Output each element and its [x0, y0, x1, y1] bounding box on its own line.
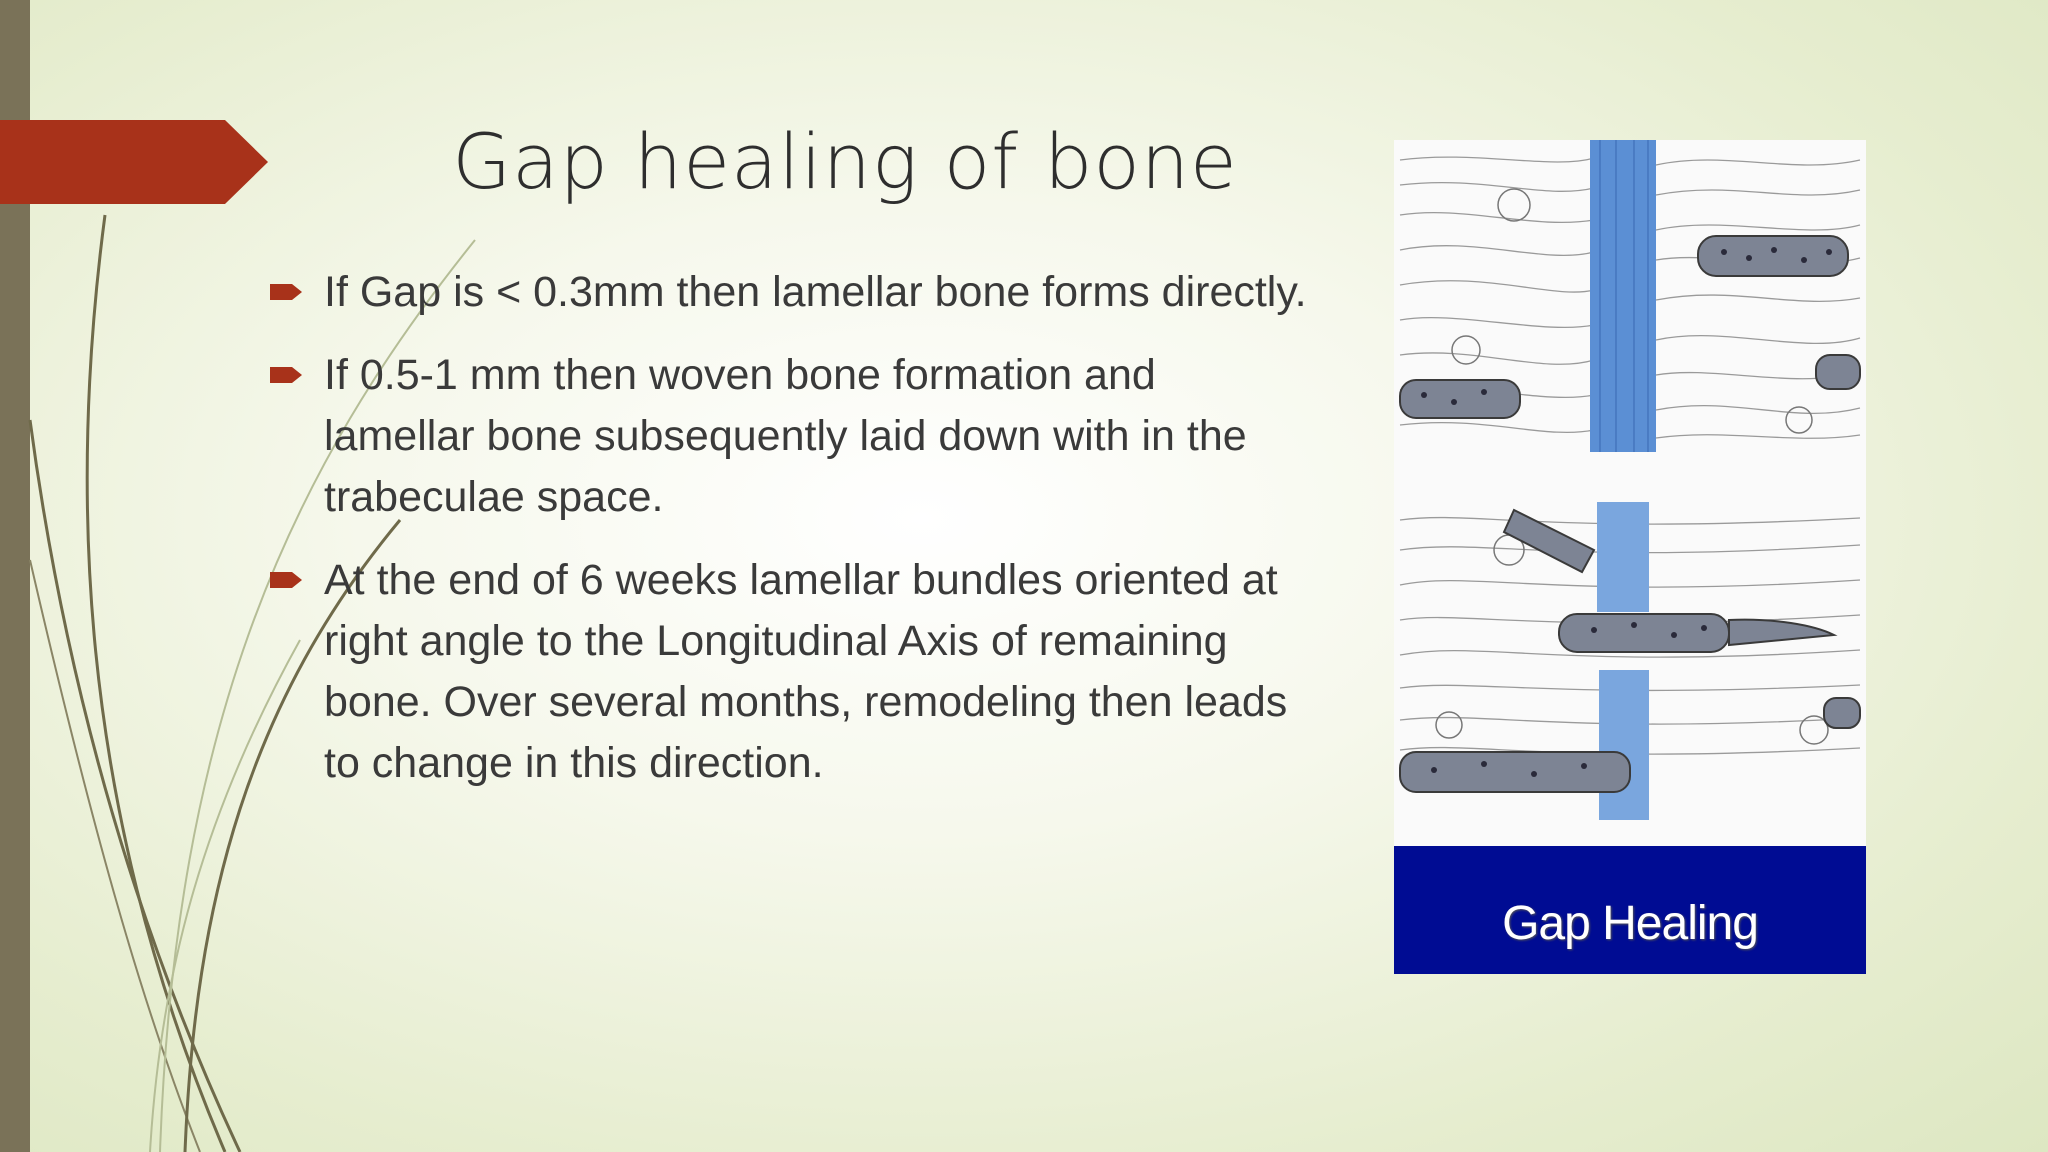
- bullet-item: [268, 262, 1308, 323]
- arrow-bullet-icon: [268, 363, 306, 387]
- bullet-item: [268, 345, 1308, 528]
- arrow-bullet-icon: [268, 280, 306, 304]
- figure-caption: Gap Healing: [1394, 846, 1866, 974]
- arrow-bullet-icon: [268, 568, 306, 592]
- slide-title: Gap healing of bone: [452, 117, 1238, 206]
- title-accent-arrow: [0, 120, 268, 204]
- bullet-text: If Gap is < 0.3mm then lamellar bone forms directly.: [324, 268, 1307, 316]
- bullet-list: [268, 262, 1308, 816]
- gap-healing-figure: [1394, 140, 1866, 974]
- bullet-text: If 0.5-1 mm then woven bone formation and lamellar bone subsequently laid down with in the trabeculae space.: [324, 351, 1247, 521]
- bullet-text: At the end of 6 weeks lamellar bundles oriented at right angle to the Longitudinal Axis of remaining bone. Over several months, remodeling then leads to change in this direction.: [324, 556, 1288, 787]
- bullet-item: [268, 550, 1308, 794]
- bone-histology-illustration: [1394, 140, 1866, 846]
